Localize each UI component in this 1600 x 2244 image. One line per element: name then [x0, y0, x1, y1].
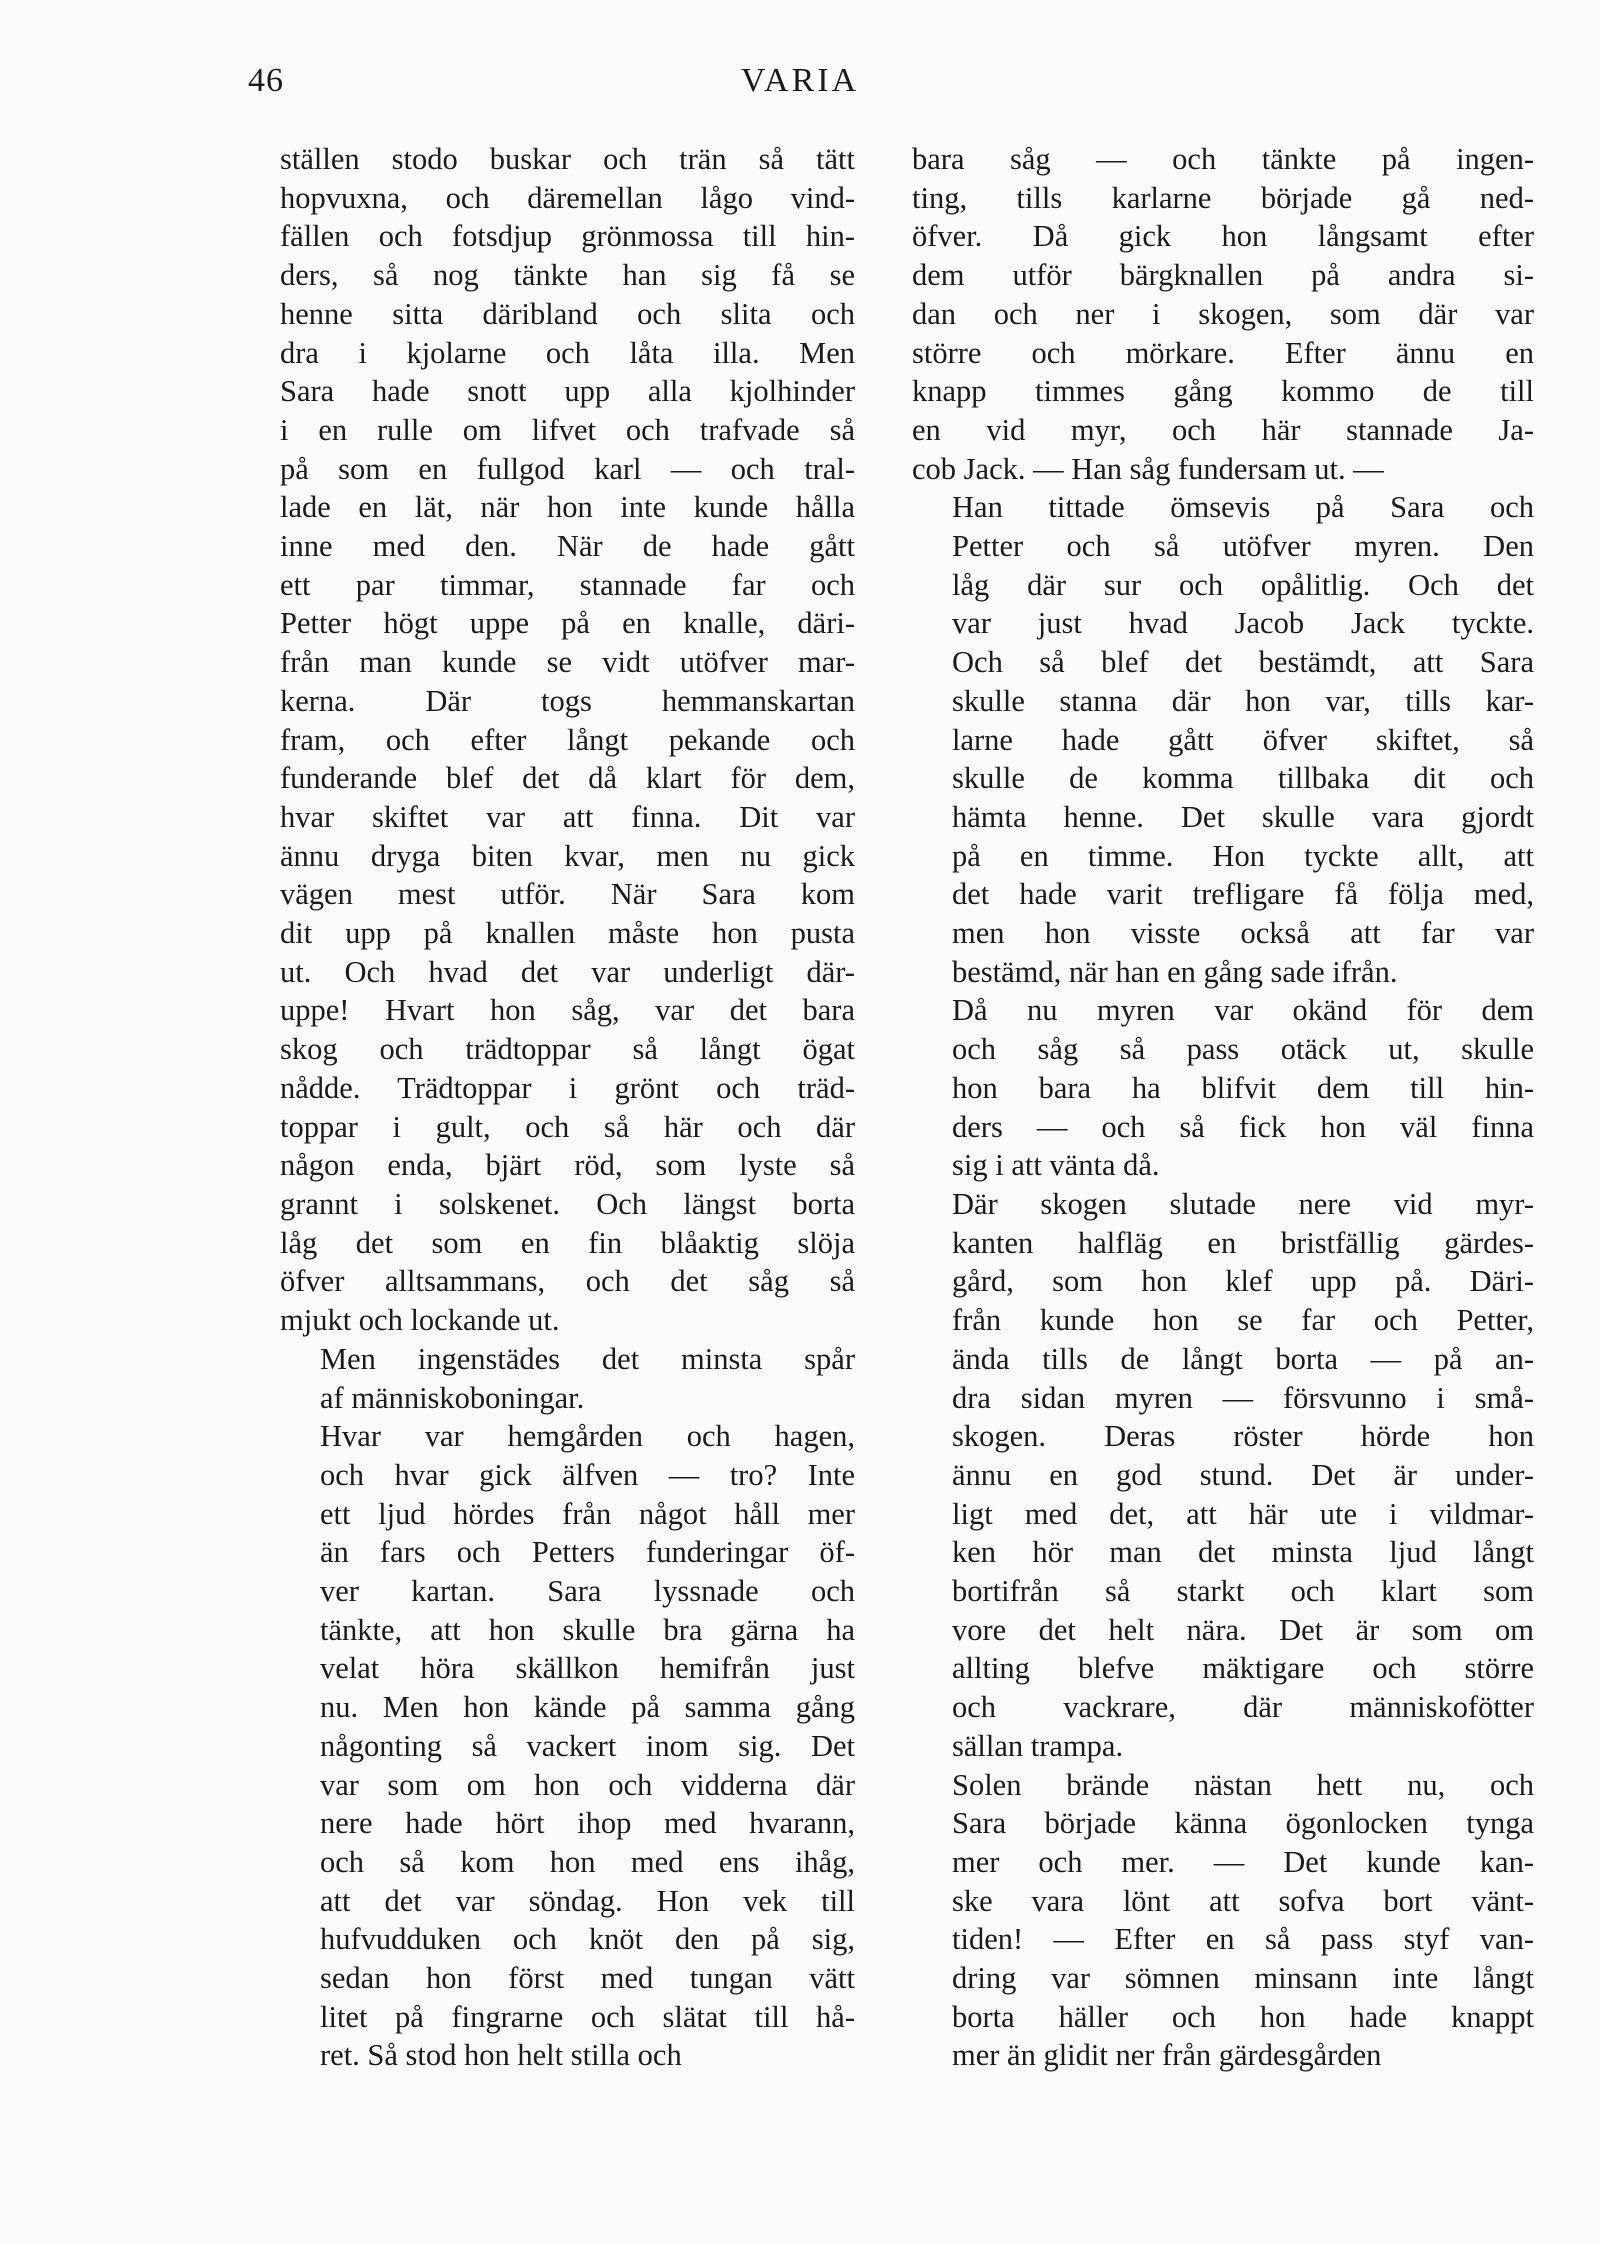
text-line: tiden! — Efter en så pass styf van-: [952, 1922, 1534, 1957]
text-line: sig i att vänta då.: [952, 1148, 1160, 1183]
text-line: Petter högt uppe på en knalle, däri-: [280, 606, 855, 641]
text-line: funderande blef det då klart för dem,: [280, 761, 855, 796]
text-line: lade en lät, när hon inte kunde hålla: [280, 490, 855, 525]
text-line: dan och ner i skogen, som där var: [912, 296, 1534, 331]
text-line: ställen stodo buskar och trän så tätt: [280, 142, 855, 176]
text-line: än fars och Petters funderingar öf-: [320, 1535, 855, 1570]
text-line: dem utför bärgknallen på andra si-: [912, 258, 1534, 293]
text-line: Där skogen slutade nere vid myr-: [952, 1186, 1534, 1221]
text-line: nådde. Trädtoppar i grönt och träd-: [280, 1070, 855, 1105]
text-line: af människoboningar.: [320, 1380, 585, 1415]
right-text-column: [912, 140, 1534, 2075]
left-text-column: [280, 140, 855, 2075]
text-line: inne med den. När de hade gått: [280, 529, 855, 564]
text-line: vore det helt nära. Det är som om: [952, 1612, 1534, 1647]
paragraph: [912, 140, 1534, 488]
text-line: skog och trädtoppar så långt ögat: [280, 1032, 855, 1067]
text-line: Hvar var hemgården och hagen,: [320, 1419, 855, 1454]
text-line: sällan trampa.: [952, 1728, 1124, 1763]
text-line: från kunde hon se far och Petter,: [952, 1303, 1534, 1338]
text-line: kerna. Där togs hemmanskartan: [280, 683, 855, 718]
running-head: VARIA: [740, 62, 860, 99]
text-line: dit upp på knallen måste hon pusta: [280, 916, 855, 951]
text-line: velat höra skällkon hemifrån just: [320, 1651, 855, 1686]
text-line: fällen och fotsdjup grönmossa till hin-: [280, 219, 855, 254]
text-line: ända tills de långt borta — på an-: [952, 1341, 1534, 1376]
paragraph: [280, 140, 855, 1340]
paragraph: [280, 1417, 855, 2075]
text-line: hufvudduken och knöt den på sig,: [320, 1922, 855, 1957]
text-line: Men ingenstädes det minsta spår: [320, 1341, 855, 1376]
text-line: hon bara ha blifvit dem till hin-: [952, 1070, 1534, 1105]
text-line: någon enda, bjärt röd, som lyste så: [280, 1148, 855, 1183]
text-line: Petter och så utöfver myren. Den: [952, 529, 1534, 564]
text-line: ders, så nog tänkte han sig få se: [280, 258, 855, 293]
text-line: ken hör man det minsta ljud långt: [952, 1535, 1534, 1570]
text-line: och hvar gick älfven — tro? Inte: [320, 1457, 855, 1492]
page-number: 46: [248, 62, 284, 99]
text-line: var som om hon och vidderna där: [320, 1767, 855, 1802]
text-line: Sara började känna ögonlocken tynga: [952, 1806, 1534, 1841]
text-line: en vid myr, och här stannade Ja-: [912, 412, 1534, 447]
paragraph: [912, 991, 1534, 1185]
text-line: Och så blef det bestämdt, att Sara: [952, 645, 1534, 680]
text-line: tänkte, att hon skulle bra gärna ha: [320, 1612, 855, 1647]
text-line: var just hvad Jacob Jack tyckte.: [952, 606, 1534, 641]
text-line: ligt med det, att här ute i vildmar-: [952, 1496, 1534, 1531]
text-line: henne sitta däribland och slita och: [280, 296, 855, 331]
text-line: vägen mest utför. När Sara kom: [280, 877, 855, 912]
text-line: mer och mer. — Det kunde kan-: [952, 1844, 1534, 1879]
text-line: ett par timmar, stannade far och: [280, 567, 855, 602]
text-line: larne hade gått öfver skiftet, så: [952, 722, 1534, 757]
text-line: borta häller och hon hade knappt: [952, 1999, 1534, 2034]
text-line: sedan hon först med tungan vätt: [320, 1961, 855, 1996]
text-line: men hon visste också att far var: [952, 916, 1534, 951]
text-line: bestämd, när han en gång sade ifrån.: [952, 954, 1398, 989]
text-line: mer än glidit ner från gärdesgården: [952, 2038, 1382, 2073]
text-line: på som en fullgod karl — och tral-: [280, 451, 855, 486]
text-line: ännu en god stund. Det är under-: [952, 1457, 1534, 1492]
text-line: dra i kjolarne och låta illa. Men: [280, 335, 855, 370]
text-line: nu. Men hon kände på samma gång: [320, 1690, 855, 1725]
text-line: från man kunde se vidt utöfver mar-: [280, 645, 855, 680]
text-line: uppe! Hvart hon såg, var det bara: [280, 993, 855, 1028]
text-line: ut. Och hvad det var underligt där-: [280, 954, 855, 989]
text-line: ders — och så fick hon väl finna: [952, 1109, 1534, 1144]
paragraph: [912, 1766, 1534, 2076]
text-line: hopvuxna, och däremellan lågo vind-: [280, 180, 855, 215]
text-line: ret. Så stod hon helt stilla och: [320, 2038, 682, 2073]
text-line: cob Jack. — Han såg fundersam ut. —: [912, 451, 1384, 486]
text-line: ver kartan. Sara lyssnade och: [320, 1574, 855, 1609]
text-line: öfver. Då gick hon långsamt efter: [912, 219, 1534, 254]
text-line: bara såg — och tänkte på ingen-: [912, 142, 1534, 176]
text-line: låg där sur och opålitlig. Och det: [952, 567, 1534, 602]
text-line: ting, tills karlarne började gå ned-: [912, 180, 1534, 215]
text-line: skogen. Deras röster hörde hon: [952, 1419, 1534, 1454]
text-line: grannt i solskenet. Och längst borta: [280, 1186, 855, 1221]
text-line: mjukt och lockande ut.: [280, 1303, 560, 1338]
text-line: skulle stanna där hon var, tills kar-: [952, 683, 1534, 718]
text-line: ännu dryga biten kvar, men nu gick: [280, 838, 855, 873]
text-line: dring var sömnen minsann inte långt: [952, 1961, 1534, 1996]
text-line: någonting så vackert inom sig. Det: [320, 1728, 855, 1763]
text-line: Sara hade snott upp alla kjolhinder: [280, 374, 855, 409]
text-line: och så kom hon med ens ihåg,: [320, 1844, 855, 1879]
text-line: gård, som hon klef upp på. Däri-: [952, 1264, 1534, 1299]
paragraph: [912, 1185, 1534, 1766]
text-line: hämta henne. Det skulle vara gjordt: [952, 799, 1534, 834]
text-line: öfver alltsammans, och det såg så: [280, 1264, 855, 1299]
text-line: Solen brände nästan hett nu, och: [952, 1767, 1534, 1802]
text-line: Han tittade ömsevis på Sara och: [952, 490, 1534, 525]
text-line: dra sidan myren — försvunno i små-: [952, 1380, 1534, 1415]
text-line: i en rulle om lifvet och trafvade så: [280, 412, 855, 447]
text-line: knapp timmes gång kommo de till: [912, 374, 1534, 409]
text-line: större och mörkare. Efter ännu en: [912, 335, 1534, 370]
paragraph: [912, 488, 1534, 991]
text-line: och såg så pass otäck ut, skulle: [952, 1032, 1534, 1067]
text-line: ett ljud hördes från något håll mer: [320, 1496, 855, 1531]
text-line: på en timme. Hon tyckte allt, att: [952, 838, 1534, 873]
text-line: låg det som en fin blåaktig slöja: [280, 1225, 855, 1260]
text-line: skulle de komma tillbaka dit och: [952, 761, 1534, 796]
text-line: litet på fingrarne och slätat till hå-: [320, 1999, 855, 2034]
text-line: allting blefve mäktigare och större: [952, 1651, 1534, 1686]
text-line: nere hade hört ihop med hvarann,: [320, 1806, 855, 1841]
text-line: och vackrare, där människofötter: [952, 1690, 1534, 1725]
text-line: Då nu myren var okänd för dem: [952, 993, 1534, 1028]
text-line: kanten halfläg en bristfällig gärdes-: [952, 1225, 1534, 1260]
text-line: toppar i gult, och så här och där: [280, 1109, 855, 1144]
paragraph: [280, 1340, 855, 1417]
text-line: hvar skiftet var att finna. Dit var: [280, 799, 855, 834]
text-line: att det var söndag. Hon vek till: [320, 1883, 855, 1918]
text-line: fram, och efter långt pekande och: [280, 722, 855, 757]
text-line: bortifrån så starkt och klart som: [952, 1574, 1534, 1609]
text-line: ske vara lönt att sofva bort vänt-: [952, 1883, 1534, 1918]
text-line: det hade varit trefligare få följa med,: [952, 877, 1534, 912]
